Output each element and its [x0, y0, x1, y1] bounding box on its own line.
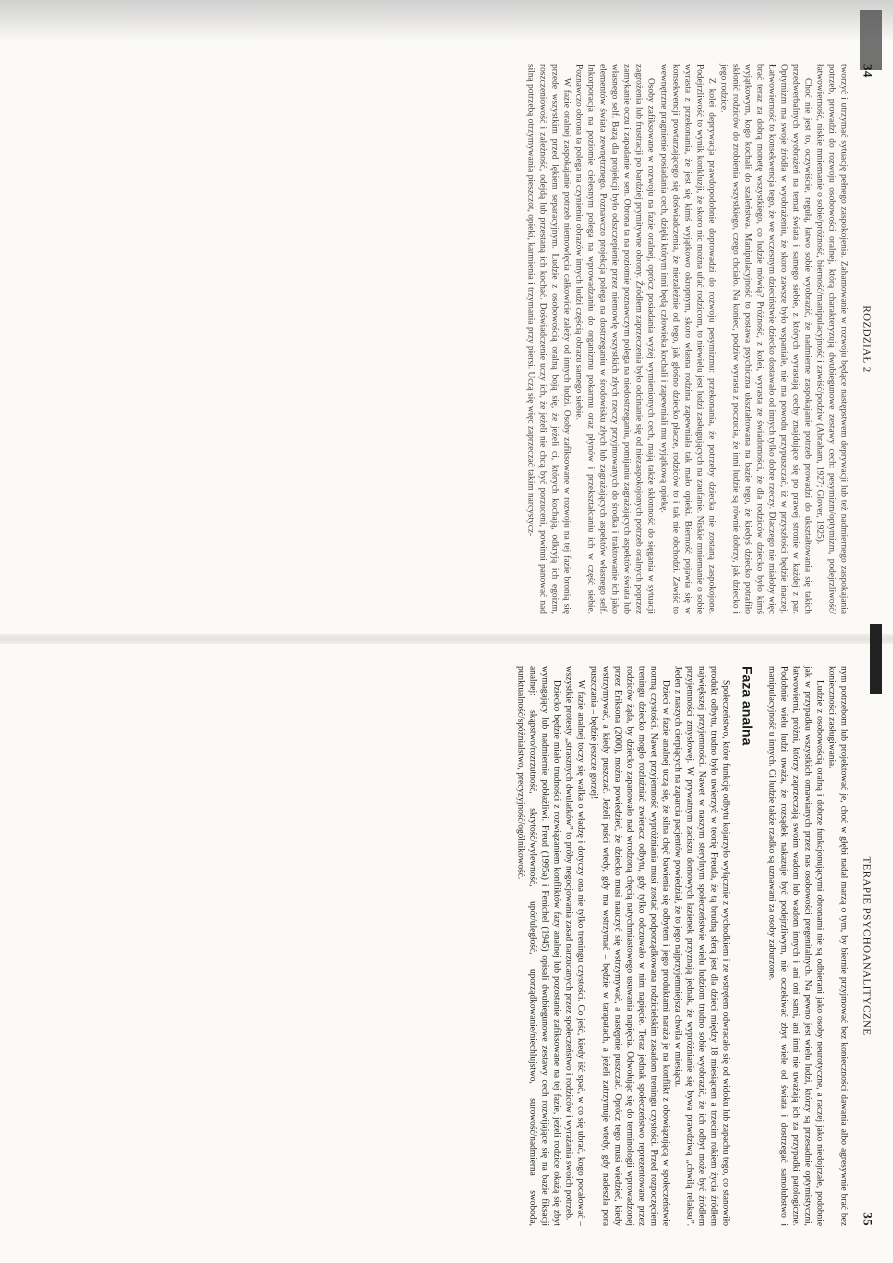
page-35: [0, 646, 893, 1246]
page-34-content: [0, 44, 893, 634]
paragraph: Dziecko będzie miało trudności z rozwiązaniem konfliktów fazy analnej lub pozostanie zafiksowane na tej fazie, jeżeli rodzice okażą się zbyt wymagający lub nadmiernie pobłażliwi. Freud (1995a) i Fenichel (1945) opisali dwubiegunowe zestawy cech rozwijające się na bazie fiksacji analnej: skąpstwo/rozrzutność, skrytość/wylewność, upór/uległość, uporządkowanie/niechlujstwo, surowość/nadmierna swoboda, punktualność/spóźnialstwo, precyzyjność/ogólnikowość.: [515, 666, 562, 1226]
chapter-title: ROZDZIAŁ 2: [860, 305, 872, 373]
page-35-body: [514, 666, 849, 1226]
scan-edge-top: [0, 0, 893, 42]
section-heading: Faza analna: [738, 666, 755, 746]
page-34-body: [524, 64, 849, 614]
paragraph: W fazie analnej toczy się walka o władzę i dotyczy ona nie tylko treningu czystości. Co jeść, kiedy iść spać, w co się ubrać, kogo pocałować – wszystkie protesty „strasznych dwulatków” to próby negocjowania zasad narzucanych przez społeczeństwo i rodziców i wyrażania swoich potrzeb.: [563, 666, 586, 1226]
page-35-rotated: [0, 646, 893, 1246]
page-35-running-head: [859, 666, 875, 1226]
paragraph: Osoby zafiksowane w rozwoju na fazie oralnej, oprócz posiadania wyżej wymienionych cech, mają także skłonność do sięgania w sytuacji zagrożenia lub frustracji po bardziej prymitywne obrony. Źródłem zaprzeczenia było odcinanie się od niezaspokojonych potrzeb oralnych poprzez zamykanie oczu i zapadanie w sen. Obrona ta na poziomie poznawczym polega na niedostrzeganiu, pomijaniu zagrażających aspektów świata lub własnego self. Bazą dla projekcji było odszczepienie przez niemowlę wszystkich złych rzeczy przyjmowanych do środka i traktowanie ich jako elementów świata zewnętrznego. Poznawczo projekcja polega na dostrzeganiu w środowisku złych lub zagrażających aspektów własnego self. Inkorporacja na poziomie cielesnym polega na wprowadzaniu do organizmu pokarmu oraz płynów i przekształcaniu ich w część siebie. Poznawczo obrona ta polega na czynieniu obrazów innych ludzi częścią obrazu samego siebie.: [573, 64, 656, 614]
paragraph: tworzyć i utrzymać sytuację pełnego zaspokojenia. Zahamowanie w rozwoju będące następstwem deprywacji lub też nadmiernego zaspokajania potrzeb, prowadzi do rozwoju osobowości oralnej, którą charakteryzują dwubiegunowe zestawy cech: pesymizm/optymizm, podejrzliwość/łatwowierność, niskie mniemanie o sobie/próżność, bierność/manipulacyjność i zawiść/podziw (Abraham, 1927; Glover, 1925).: [813, 64, 848, 614]
paragraph: Z kolei deprywacja prawdopodobnie doprowadzi do rozwoju pesymizmu: przekonania, że potrzeby dziecka nie zostaną zaspokojone. Podejrzliwość to wynik konkluzji, że skoro nic można ufać rodzicom, to niewielu jest ludzi zasługujących na zaufanie. Niskie mniemanie o sobie wyrasta z przekonania, że jest się kimś wyjątkowo okropnym, skoro własna rodzina zapewniała tak mało opieki. Bierność pojawia się w konsekwencji powtarzającego się doświadczenia, że niezależnie od tego, jak głośno dziecko płacze, rodziców to i tak nie obchodzi. Zawiść to wewnętrzne pragnienie posiadania cech, dzięki którym inni będą człowieka kochali i zapewniali mu wyjątkową opiekę.: [657, 64, 716, 614]
page-34-rotated: [0, 44, 893, 634]
page-34-running-head: [859, 64, 875, 614]
paragraph: Choć nie jest to, oczywiście, regułą, łatwo sobie wyobrazić, że nadmierne zaspokajanie potrzeb prowadzi do ukształtowania się takich przedwerbalnych wyobrażeń na temat świata i samego siebie, z których wyrastają cechy znajdujące się po prawej stronie w każdej z par. Optymizm ma swoje źródła w wyobrażeniu, że skoro zawsze było wspaniale, nie ma powodu przypuszczać, iż w przyszłości będzie inaczej. Łatwowierność to konsekwencja tego, że we wczesnym dzieciństwie dziecko dostawało od innych tylko dobre rzeczy. Dlaczego nie miałoby więc brać teraz za dobrą monetę wszystkiego, co ludzie mówią? Próżność, z kolei, wyrasta ze świadomości, że dla rodziców dziecko było kimś wyjątkowym, kogo kochali do szaleństwa. Manipulacyjność to postawa psychiczna ukształtowana na bazie tego, że kiedyś dziecko potrafiło skłonić rodziców do zrobienia wszystkiego, czego chciało. Na koniec, podziw wyrasta z poczucia, że inni ludzie są równie dobrzy, jak dziecko i jego rodzice.: [717, 64, 812, 614]
book-part-title: TERAPIE PSYCHOANALITYCZNE: [860, 856, 872, 1036]
page-number-35: 35: [860, 1212, 875, 1226]
paragraph: nym potrzebom lub projektować je, choć w głębi nadal marzą o tym, by biernie przyjmować bez konieczności dawania albo agresywnie brać bez konieczności zasługiwania.: [825, 666, 848, 1226]
paragraph: Ludzie z osobowością oralną i dobrze funkcjonującymi obronami nie są odbierani jako osoby neurotyczne, a raczej jako niedojrzałe, podobnie jak w przypadku wszystkich omawianych przez nas osobowości pregenitalnych. Na pewno jest wielu ludzi, którzy są przesadnie optymistyczni, łatwowierni, próżni, którzy zaprzeczają swoim wadom lub wadom innych i ani oni sami, ani inni nie uważają ich za przypadki patologiczne. Podobnie wielu ludzi uważa, że rozsądek nakazuje być podejrzliwym, nie oczekiwać zbyt wiele od świata i dostrzegać samolubstwo i manipulacyjność u innych. Ci ludzie także rzadko są uznawani za osoby zaburzone.: [765, 666, 824, 1226]
paragraph: Dzieci w fazie analnej uczą się, że silna chęć bawienia się odbytem i jego produktami naraża je na konflikt z obowiązującą w społeczeństwie normą czystości. Nawet przyjemność wypróżniania musi zostać podporządkowana rodzicielskim zasadom treningu czystości. Przed rozpoczęciem treningu dziecko mogło rozluźniać zwieracz odbytu, gdy tylko odczuwało w nim napięcie. Teraz jednak społeczeństwo reprezentowane przez rodziców żąda, by dziecko zapanowało nad wrodzoną chęcią natychmiastowego usuwania napięcia. Odwołując się do terminologii wprowadzonej przez Eriksona (2000), można powiedzieć, że dziecko musi nauczyć się wstrzymywać, a następnie puszczać. Oprócz tego musi wiedzieć, kiedy wstrzymywać, a kiedy puszczać. Jeżeli puści wtedy, gdy ma wstrzymać – będzie w tarapatach, a jeżeli zatrzymuje wtedy, gdy nadeszła pora puszczania – będzie jeszcze gorzej!: [587, 666, 670, 1226]
page-number-34: 34: [860, 64, 875, 78]
book-gutter: [0, 634, 893, 644]
page-34: [0, 44, 893, 634]
paragraph: W fazie oralnej zaspokajanie potrzeb niemowlęcia całkowicie zależy od innych ludzi. Osoby zafiksowane w rozwoju na tej fazie bronią się przede wszystkim przed lękiem separacyjnym. Ludzie z osobowością oralną boją się, że jeżeli ci, których kochają, odkryją ich egoizm, roszczeniowość i zależność, odejdą lub przestaną ich kochać. Doświadczenie uczy ich, że jeżeli nie chcą być porzuceni, powinni panować nad silną potrzebą otrzymywania pieszczot, opieki, karmienia i trzymania przy piersi. Uczą się więc zaprzeczać takim narcystycz-: [525, 64, 572, 614]
paragraph: Społeczeństwo, które funkcję odbytu kojarzyło wyłącznie z wychodkiem i ze wstrętem odwracało się od widoku lub zapachu tego, co stanowiło produkt odbytu, trudno było uwierzyć w teorię Freuda, że tą brudną sferą jest dla dzieci między 18 miesiącem a trzecim rokiem życia źródłem największej przyjemności. Nawet w naszym sterylnym społeczeństwie wielu ludziom trudno sobie wyobrazić, że ich odbyt może być źródłem przyjemności zmysłowej. W prywatnym zaciszu domowych łazienek przyznają jednak, że wypróżnianie się bywa prawdziwą „chwilą relaksu”. Jeden z naszych cierpiących na zaparcia pacjentów powiedział, że to jego najprzyjemniejsza chwila w miesiącu.: [671, 666, 730, 1226]
page-35-content: [0, 646, 893, 1246]
